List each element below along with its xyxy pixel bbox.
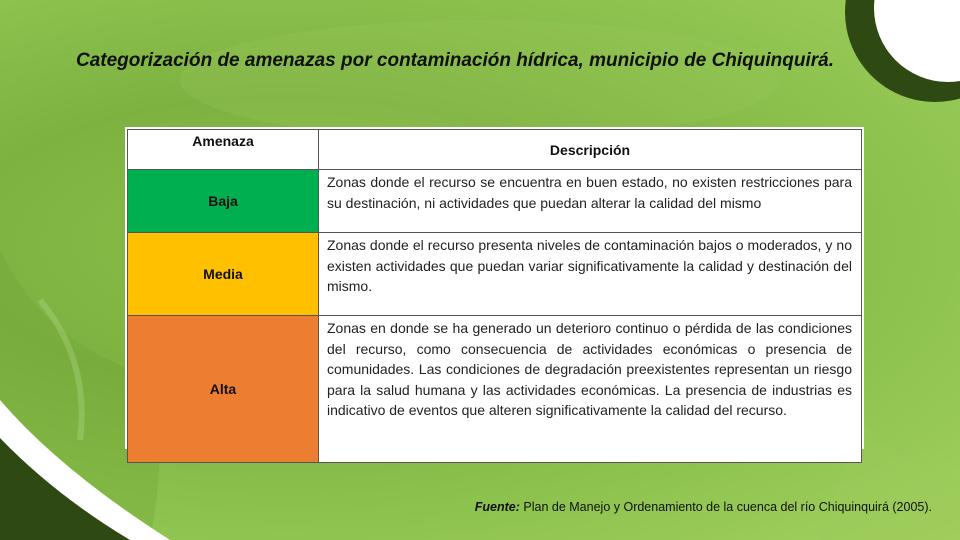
threat-categorization-table (127, 129, 862, 463)
header-amenaza: Amenaza (128, 130, 319, 170)
table-header-row (128, 130, 862, 170)
table-row-baja (128, 170, 862, 233)
level-cell-alta: Alta (128, 316, 319, 463)
slide-title: Categorización de amenazas por contaminación hídrica, municipio de Chiquinquirá. (75, 50, 834, 71)
description-cell-alta: Zonas en donde se ha generado un deterioro continuo o pérdida de las condiciones del recurso, como consecuencia de actividades económicas o presencia de comunidades. Las condiciones de degradación preexistentes representan un riesgo para la salud humana y las actividades económicas. La presencia de industrias es indicativo de eventos que alteren significativamente la calidad del recurso. (319, 316, 862, 463)
description-cell-baja: Zonas donde el recurso se encuentra en buen estado, no existen restricciones para su destinación, ni actividades que puedan alterar la calidad del mismo (319, 170, 862, 233)
source-text: Plan de Manejo y Ordenamiento de la cuenca del río Chiquinquirá (2005). (523, 500, 932, 514)
description-cell-media: Zonas donde el recurso presenta niveles de contaminación bajos o moderados, y no existen actividades que puedan variar significativamente la calidad y destinación del mismo. (319, 233, 862, 316)
header-descripcion: Descripción (319, 130, 862, 170)
level-cell-baja: Baja (128, 170, 319, 233)
level-cell-media: Media (128, 233, 319, 316)
threat-table-container (125, 127, 864, 449)
source-label: Fuente: (474, 500, 520, 514)
table-row-alta (128, 316, 862, 463)
top-right-ring (845, 0, 960, 102)
source-citation (475, 500, 932, 514)
table-row-media (128, 233, 862, 316)
